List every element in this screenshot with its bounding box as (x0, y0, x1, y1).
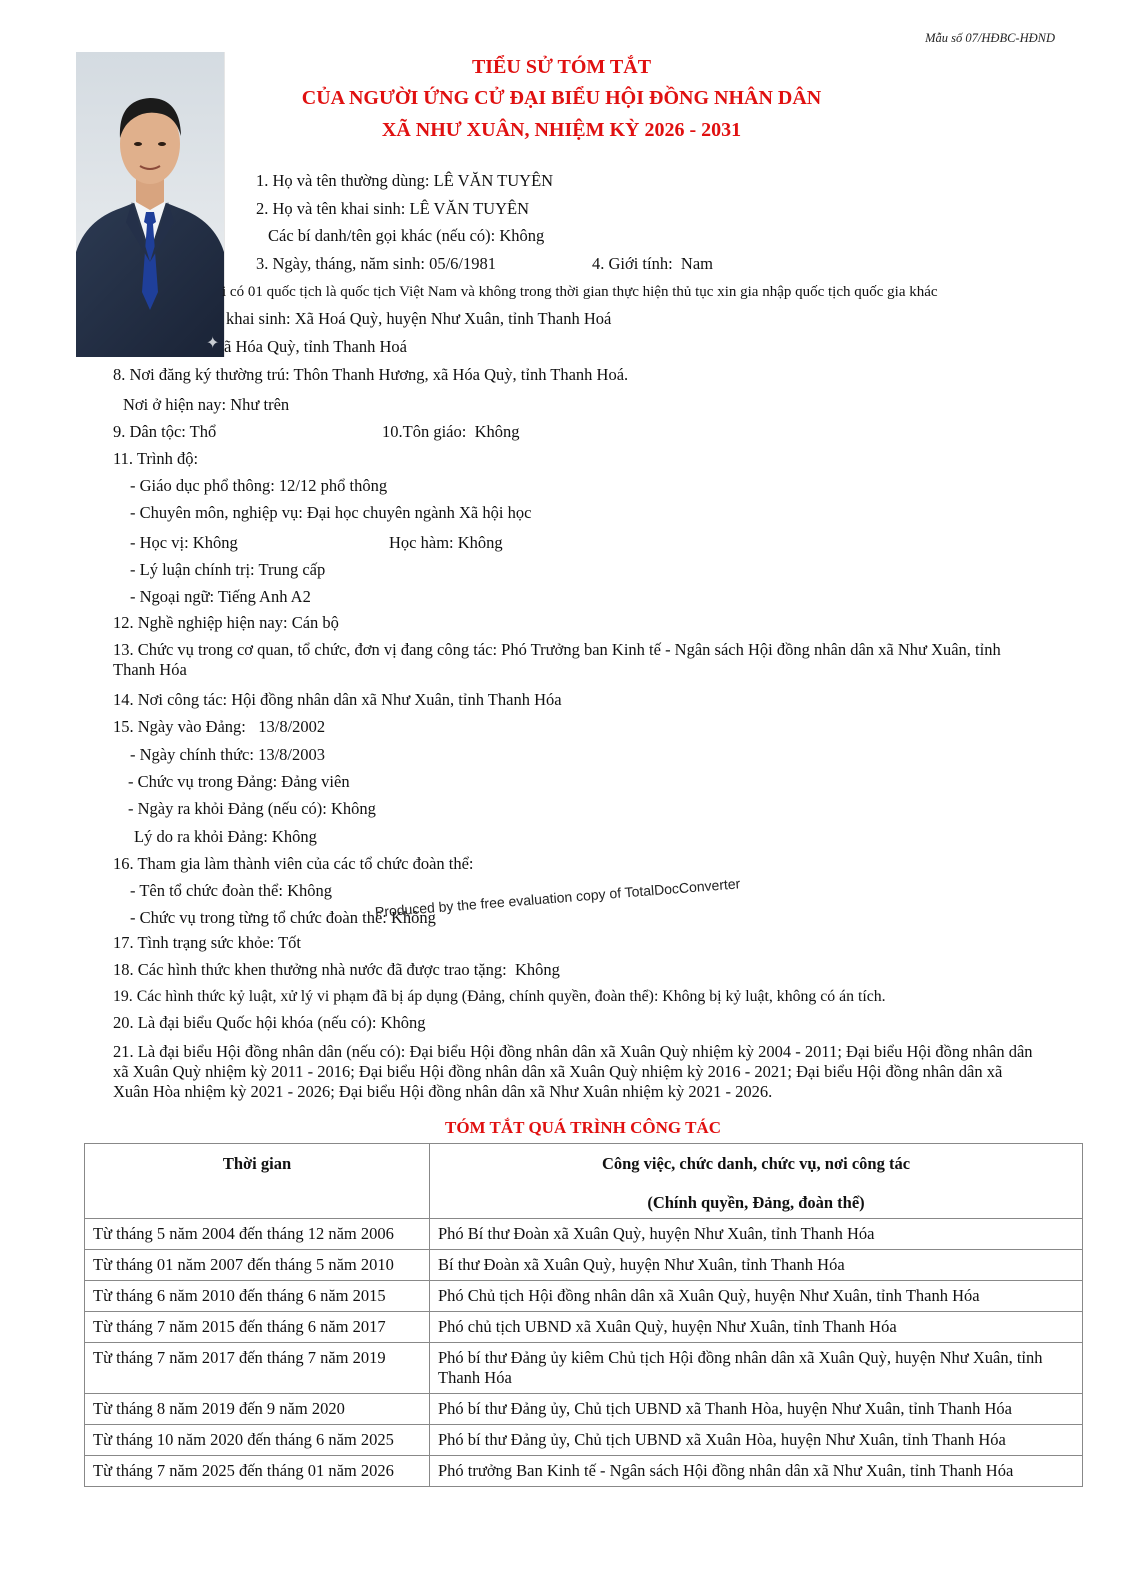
field-national-assembly: 20. Là đại biểu Quốc hội khóa (nếu có): Không (113, 1013, 426, 1032)
table-row (85, 1281, 1083, 1312)
row-job: Phó Chủ tịch Hội đồng nhân dân xã Xuân Quỳ, huyện Như Xuân, tỉnh Thanh Hóa (430, 1281, 1083, 1312)
field-party-position: - Chức vụ trong Đảng: Đảng viên (128, 772, 350, 791)
field-political-theory: - Lý luận chính trị: Trung cấp (130, 560, 326, 579)
row-job: Phó bí thư Đảng ủy kiêm Chủ tịch Hội đồng nhân dân xã Xuân Quỳ, huyện Như Xuân, tỉnh Thanh Hóa (430, 1343, 1083, 1394)
header-job-label: Công việc, chức danh, chức vụ, nơi công tác (601, 1154, 911, 1173)
field-degree: - Học vị: Không (130, 533, 238, 552)
table-row (85, 1250, 1083, 1281)
svg-text:✦: ✦ (206, 333, 220, 352)
table-row (85, 1394, 1083, 1425)
field-current-position: 13. Chức vụ trong cơ quan, tổ chức, đơn vị đang công tác: Phó Trưởng ban Kinh tế - Ngân sách Hội đồng nhân dân xã Như Xuân, tỉnh Thanh Hóa (113, 640, 1001, 679)
field-hometown: ã Hóa Quỳ, tỉnh Thanh Hoá (224, 337, 407, 356)
field-party-join-date: 15. Ngày vào Đảng: 13/8/2002 (113, 717, 326, 736)
doc-subtitle-term: XÃ NHƯ XUÂN, NHIỆM KỲ 2026 - 2031 (381, 119, 742, 141)
field-current-residence: Nơi ở hiện nay: Như trên (123, 395, 290, 414)
row-job: Bí thư Đoàn xã Xuân Quỳ, huyện Như Xuân, tỉnh Thanh Hóa (430, 1250, 1083, 1281)
row-job: Phó bí thư Đảng ủy, Chủ tịch UBND xã Thanh Hòa, huyện Như Xuân, tỉnh Thanh Hóa (430, 1394, 1083, 1425)
field-health: 17. Tình trạng sức khỏe: Tốt (113, 933, 301, 952)
field-discipline: 19. Các hình thức kỷ luật, xử lý vi phạm đã bị áp dụng (Đảng, chính quyền, đoàn thể): Không bị kỷ luật, không có án tích. (113, 988, 886, 1005)
work-history-title: TÓM TẮT QUÁ TRÌNH CÔNG TÁC (445, 1118, 721, 1137)
field-foreign-language: - Ngoại ngữ: Tiếng Anh A2 (130, 587, 311, 606)
field-organization-name: - Tên tổ chức đoàn thể: Không (130, 881, 333, 900)
field-party-left-date: - Ngày ra khỏi Đảng (nếu có): Không (128, 799, 376, 818)
field-organizations-heading: 16. Tham gia làm thành viên của các tổ chức đoàn thể: (113, 854, 474, 873)
field-religion: 10.Tôn giáo: Không (382, 422, 520, 441)
work-history-table (84, 1143, 1083, 1487)
header-job-sublabel: (Chính quyền, Đảng, đoàn thể) (647, 1193, 865, 1212)
table-row (85, 1219, 1083, 1250)
table-header-row (85, 1144, 1083, 1219)
field-education-heading: 11. Trình độ: (113, 449, 199, 468)
field-organization-position: - Chức vụ trong từng tổ chức đoàn thể: Không (130, 908, 436, 927)
field-party-official-date: - Ngày chính thức: 13/8/2003 (130, 745, 325, 764)
field-occupation: 12. Nghề nghiệp hiện nay: Cán bộ (113, 613, 339, 632)
table-row (85, 1343, 1083, 1394)
field-dob: 3. Ngày, tháng, năm sinh: 05/6/1981 (256, 254, 496, 273)
row-time: Từ tháng 7 năm 2017 đến tháng 7 năm 2019 (85, 1343, 430, 1394)
row-job: Phó bí thư Đảng ủy, Chủ tịch UBND xã Xuân Hòa, huyện Như Xuân, tỉnh Thanh Hóa (430, 1425, 1083, 1456)
field-birth-name: 2. Họ và tên khai sinh: LÊ VĂN TUYÊN (256, 199, 529, 218)
row-job: Phó trưởng Ban Kinh tế - Ngân sách Hội đồng nhân dân xã Như Xuân, tỉnh Thanh Hóa (430, 1456, 1083, 1487)
field-awards: 18. Các hình thức khen thưởng nhà nước đã được trao tặng: Không (113, 960, 560, 979)
table-row (85, 1456, 1083, 1487)
evaluation-watermark: Produced by the free evaluation copy of TotalDocConverter (374, 875, 741, 920)
row-job: Phó Bí thư Đoàn xã Xuân Quỳ, huyện Như Xuân, tỉnh Thanh Hóa (430, 1219, 1083, 1250)
field-nationality: i có 01 quốc tịch là quốc tịch Việt Nam và không trong thời gian thực hiện thủ tục xin gia nhập quốc tịch quốc gia khác (222, 284, 938, 300)
header-time: Thời gian (85, 1144, 430, 1219)
field-council-delegate: 21. Là đại biểu Hội đồng nhân dân (nếu có): Đại biểu Hội đồng nhân dân xã Xuân Quỳ nhiệm kỳ 2004 - 2011; Đại biểu Hội đồng nhân dân xã Xuân Quỳ nhiệm kỳ 2011 - 2016; Đại biểu Hội đồng nhân dân xã Xuân Quỳ nhiệm kỳ 2016 - 2021; Đại biểu Hội đồng nhân dân xã Xuân Hòa nhiệm kỳ 2021 - 2026; Đại biểu Hội đồng nhân dân xã Như Xuân nhiệm kỳ 2021 - 2026. (113, 1042, 1033, 1101)
field-general-education: - Giáo dục phổ thông: 12/12 phổ thông (130, 476, 388, 495)
row-time: Từ tháng 7 năm 2015 đến tháng 6 năm 2017 (85, 1312, 430, 1343)
header-job (430, 1144, 1083, 1219)
row-job: Phó chủ tịch UBND xã Xuân Quỳ, huyện Như Xuân, tỉnh Thanh Hóa (430, 1312, 1083, 1343)
row-time: Từ tháng 7 năm 2025 đến tháng 01 năm 2026 (85, 1456, 430, 1487)
field-aliases: Các bí danh/tên gọi khác (nếu có): Không (268, 226, 545, 245)
row-time: Từ tháng 8 năm 2019 đến 9 năm 2020 (85, 1394, 430, 1425)
field-party-left-reason: Lý do ra khỏi Đảng: Không (134, 827, 317, 846)
field-workplace: 14. Nơi công tác: Hội đồng nhân dân xã Như Xuân, tỉnh Thanh Hóa (113, 690, 562, 709)
field-academic-title: Học hàm: Không (389, 533, 503, 552)
field-gender: 4. Giới tính: Nam (592, 254, 714, 273)
field-common-name: 1. Họ và tên thường dùng: LÊ VĂN TUYÊN (256, 171, 554, 190)
field-birthplace: khai sinh: Xã Hoá Quỳ, huyện Như Xuân, tỉnh Thanh Hoá (226, 309, 612, 328)
doc-title: TIỂU SỬ TÓM TẮT (471, 56, 652, 78)
form-code: Mẫu số 07/HĐBC-HĐND (925, 31, 1055, 45)
doc-subtitle: CỦA NGƯỜI ỨNG CỬ ĐẠI BIỂU HỘI ĐỒNG NHÂN DÂN (301, 87, 822, 109)
field-registered-address: 8. Nơi đăng ký thường trú: Thôn Thanh Hương, xã Hóa Quỳ, tỉnh Thanh Hoá. (113, 365, 629, 384)
row-time: Từ tháng 10 năm 2020 đến tháng 6 năm 2025 (85, 1425, 430, 1456)
field-specialty: - Chuyên môn, nghiệp vụ: Đại học chuyên ngành Xã hội học (130, 503, 532, 522)
row-time: Từ tháng 5 năm 2004 đến tháng 12 năm 2006 (85, 1219, 430, 1250)
table-row (85, 1425, 1083, 1456)
row-time: Từ tháng 6 năm 2010 đến tháng 6 năm 2015 (85, 1281, 430, 1312)
row-time: Từ tháng 01 năm 2007 đến tháng 5 năm 2010 (85, 1250, 430, 1281)
field-ethnicity: 9. Dân tộc: Thổ (113, 422, 217, 441)
table-row (85, 1312, 1083, 1343)
